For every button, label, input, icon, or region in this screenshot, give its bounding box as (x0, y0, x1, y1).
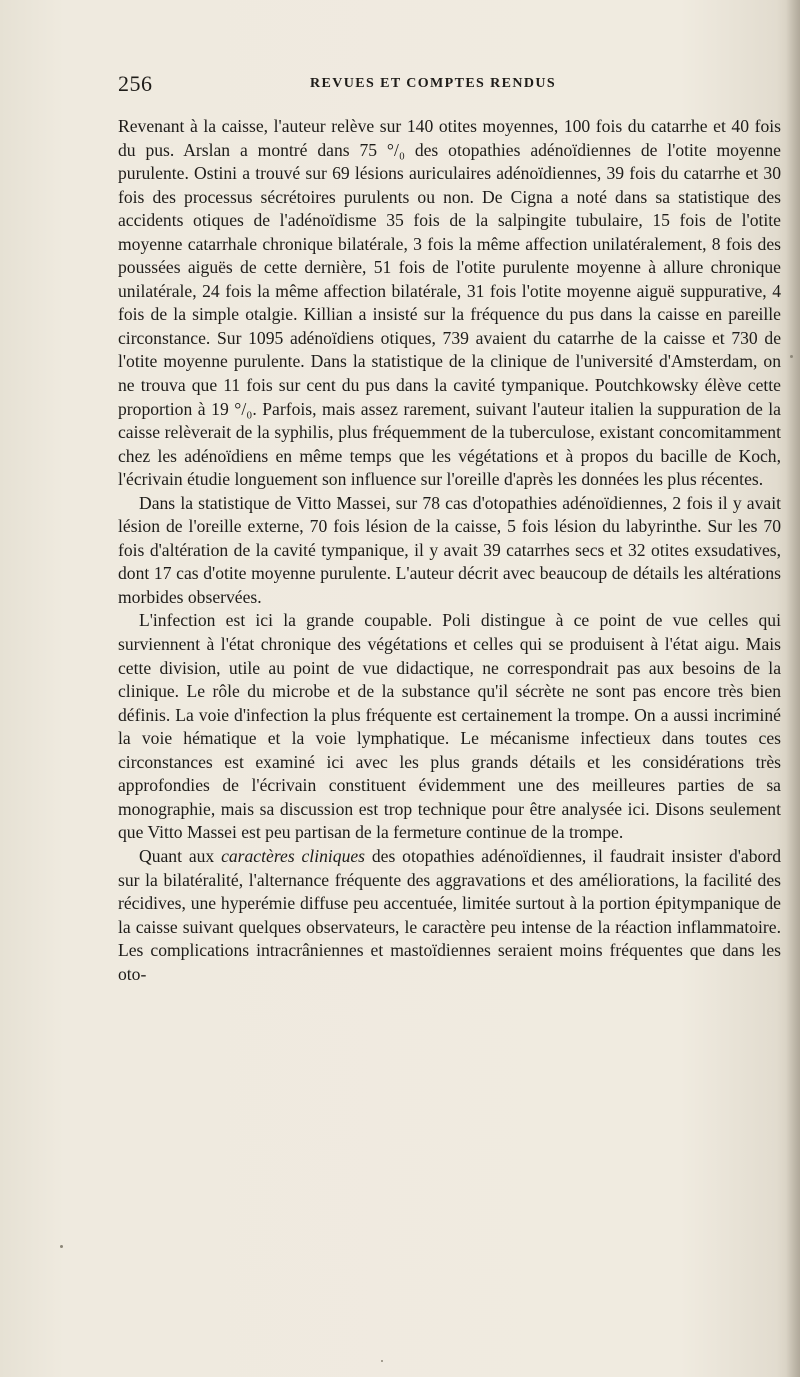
paragraph-3: L'infection est ici la grande coupable. Poli distingue à ce point de vue celles qui surviennent à l'état chronique des végétations et celles qui se produisent à l'état aigu. Mais cette division, utile au point de vue didactique, ne correspondrait pas aux besoins de la clinique. Le rôle du microbe et de la substance qu'il sécrète ne sont pas encore très bien définis. La voie d'infection la plus fréquente est certainement la trompe. On a aussi incriminé la voie hématique et la voie lymphatique. Le mécanisme infectieux dans toutes ces circonstances est examiné ici avec les plus grands détails et les considérations très approfondies de l'écrivain constituent évidemment une des meilleures parties de sa monographie, mais sa discussion est trop technique pour être analysée ici. Disons seulement que Vitto Massei est peu partisan de la fermeture continue de la trompe. (118, 610, 781, 843)
paragraph-4 (118, 845, 781, 986)
paper-speck (60, 1245, 63, 1248)
paper-speck (790, 355, 793, 358)
article-body (118, 115, 781, 986)
running-head: REVUES ET COMPTES RENDUS (310, 76, 557, 91)
paragraph-4-rest: des otopathies adénoïdiennes, il faudrait insister d'abord sur la bilatéralité, l'alternance fréquente des aggravations et des améliorations, la facilité des récidives, une hyperémie diffuse peu accentuée, limitée surtout à la portion épitympanique de la caisse suivant quelques observateurs, le caractère peu intense de la réaction inflammatoire. Les complications intracrâniennes et mastoïdiennes seraient moins fréquentes que dans les oto- (118, 845, 781, 984)
italic-term: caractères cliniques (221, 845, 366, 866)
paragraph-1: Revenant à la caisse, l'auteur relève sur 140 otites moyennes, 100 fois du catarrhe et 40 fois du pus. Arslan a montré dans 75 °/₀ des otopathies adénoïdiennes de l'otite moyenne purulente. Ostini a trouvé sur 69 lésions auriculaires adénoïdiennes, 39 fois du catarrhe et 30 fois des processus sécrétoires purulents ou non. De Cigna a noté dans sa statistique des accidents otiques de l'adénoïdisme 35 fois de la salpingite tubulaire, 15 fois de l'otite moyenne catarrhale chronique bilatérale, 3 fois la même affection unilatéralement, 8 fois des poussées aiguës de cette dernière, 51 fois de l'otite purulente moyenne à allure chronique unilatérale, 24 fois la même affection bilatérale, 31 fois l'otite moyenne aiguë suppurative, 4 fois de la simple otalgie. Killian a insisté sur la fréquence du pus dans la caisse en pareille circonstance. Sur 1095 adénoïdiens otiques, 739 avaient du catarrhe de la caisse et 730 de l'otite moyenne purulente. Dans la statistique de la clinique de l'université d'Amsterdam, on ne trouva que 11 fois sur cent du pus dans la cavité tympanique. Poutchkowsky élève cette proportion à 19 °/₀. Parfois, mais assez rarement, suivant l'auteur italien la suppuration de la caisse relèverait de la syphilis, plus fréquemment de la tuberculose, existant concomitamment chez les adénoïdiens en même temps que les végétations et à propos du bacille de Koch, l'écrivain étudie longuement son influence sur l'oreille d'après les données les plus récentes. (118, 116, 781, 490)
paragraph-2: Dans la statistique de Vitto Massei, sur 78 cas d'otopathies adénoïdiennes, 2 fois il y avait lésion de l'oreille externe, 70 fois lésion de la caisse, 5 fois lésion du labyrinthe. Sur les 70 fois d'altération de la cavité tympanique, il y avait 39 catarrhes secs et 32 otites exsudatives, dont 17 cas d'otite moyenne purulente. L'auteur décrit avec beaucoup de détails les altérations morbides observées. (118, 492, 781, 607)
page-number: 256 (118, 71, 153, 96)
page-edge-shadow (786, 0, 800, 1377)
paragraph-4-lead: Quant aux (139, 845, 222, 866)
paper-speck (381, 1360, 383, 1362)
page-header (118, 70, 781, 100)
